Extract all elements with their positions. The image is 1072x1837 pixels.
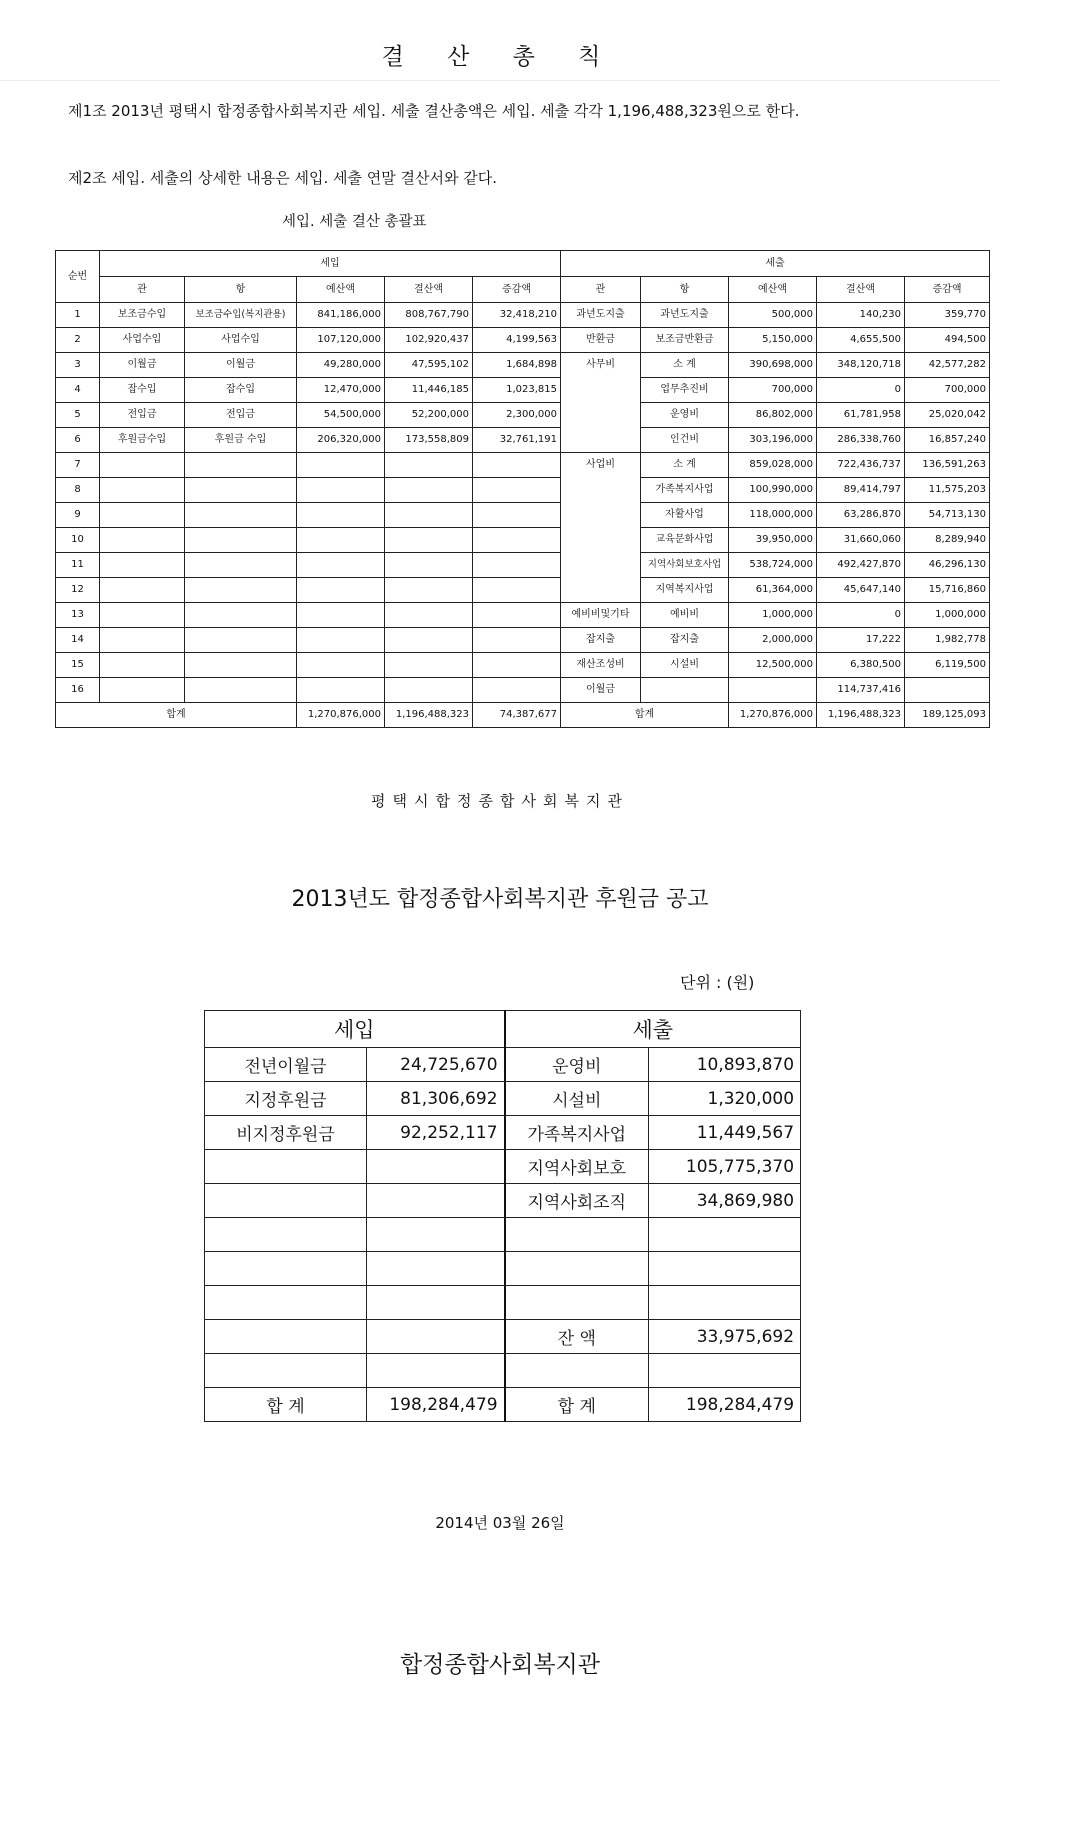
title-divider bbox=[0, 80, 1000, 81]
income-settled bbox=[385, 503, 473, 528]
summary-row bbox=[56, 653, 990, 678]
summary-seq: 4 bbox=[56, 378, 100, 403]
expense-settled: 61,781,958 bbox=[817, 403, 905, 428]
total-income-budget: 1,270,876,000 bbox=[297, 703, 385, 728]
summary-row bbox=[56, 403, 990, 428]
income-settled bbox=[385, 528, 473, 553]
donation-table bbox=[204, 1010, 801, 1422]
donation-expense-label: 잔 액 bbox=[505, 1320, 649, 1354]
expense-budget bbox=[729, 678, 817, 703]
expense-diff: 46,296,130 bbox=[905, 553, 990, 578]
summary-total-row bbox=[56, 703, 990, 728]
income-hang bbox=[185, 653, 297, 678]
donation-income-value bbox=[367, 1150, 505, 1184]
income-diff: 32,418,210 bbox=[473, 303, 561, 328]
expense-hang: 가족복지사업 bbox=[641, 478, 729, 503]
article-2: 제2조 세입. 세출의 상세한 내용은 세입. 세출 연말 결산서와 같다. bbox=[68, 169, 498, 187]
income-hang: 사업수입 bbox=[185, 328, 297, 353]
income-diff bbox=[473, 653, 561, 678]
expense-budget: 500,000 bbox=[729, 303, 817, 328]
expense-diff: 15,716,860 bbox=[905, 578, 990, 603]
expense-budget: 5,150,000 bbox=[729, 328, 817, 353]
income-gwan bbox=[100, 678, 185, 703]
header-expense-hang: 항 bbox=[641, 277, 729, 303]
income-gwan: 이월금 bbox=[100, 353, 185, 378]
expense-gwan: 이월금 bbox=[561, 678, 641, 703]
donation-income-value bbox=[367, 1252, 505, 1286]
expense-hang bbox=[641, 678, 729, 703]
expense-budget: 390,698,000 bbox=[729, 353, 817, 378]
donation-total-row bbox=[205, 1388, 801, 1422]
income-settled: 808,767,790 bbox=[385, 303, 473, 328]
donation-expense-value: 1,320,000 bbox=[649, 1082, 801, 1116]
income-settled bbox=[385, 553, 473, 578]
donation-expense-value: 10,893,870 bbox=[649, 1048, 801, 1082]
income-settled: 11,446,185 bbox=[385, 378, 473, 403]
expense-budget: 39,950,000 bbox=[729, 528, 817, 553]
summary-seq: 9 bbox=[56, 503, 100, 528]
expense-budget: 86,802,000 bbox=[729, 403, 817, 428]
summary-seq: 12 bbox=[56, 578, 100, 603]
income-gwan bbox=[100, 503, 185, 528]
donation-income-value bbox=[367, 1354, 505, 1388]
expense-budget: 12,500,000 bbox=[729, 653, 817, 678]
expense-settled: 45,647,140 bbox=[817, 578, 905, 603]
donation-income-label bbox=[205, 1252, 367, 1286]
expense-diff: 359,770 bbox=[905, 303, 990, 328]
donation-income-label bbox=[205, 1150, 367, 1184]
expense-hang: 잡지출 bbox=[641, 628, 729, 653]
expense-hang: 보조금반환금 bbox=[641, 328, 729, 353]
total-income-diff: 74,387,677 bbox=[473, 703, 561, 728]
income-hang bbox=[185, 578, 297, 603]
donation-header-expense: 세출 bbox=[505, 1011, 801, 1048]
donation-income-label: 비지정후원금 bbox=[205, 1116, 367, 1150]
summary-row bbox=[56, 428, 990, 453]
donation-income-value bbox=[367, 1286, 505, 1320]
donation-income-label bbox=[205, 1218, 367, 1252]
summary-seq: 16 bbox=[56, 678, 100, 703]
expense-settled: 492,427,870 bbox=[817, 553, 905, 578]
summary-seq: 14 bbox=[56, 628, 100, 653]
donation-row bbox=[205, 1252, 801, 1286]
donation-expense-value: 105,775,370 bbox=[649, 1150, 801, 1184]
expense-hang: 소 계 bbox=[641, 353, 729, 378]
donation-expense-label bbox=[505, 1218, 649, 1252]
donation-row bbox=[205, 1184, 801, 1218]
income-gwan bbox=[100, 453, 185, 478]
donation-expense-label: 가족복지사업 bbox=[505, 1116, 649, 1150]
expense-settled: 6,380,500 bbox=[817, 653, 905, 678]
donation-expense-value bbox=[649, 1354, 801, 1388]
income-hang bbox=[185, 453, 297, 478]
total-income-settled: 1,196,488,323 bbox=[385, 703, 473, 728]
summary-row bbox=[56, 553, 990, 578]
expense-gwan: 반환금 bbox=[561, 328, 641, 353]
income-diff: 1,023,815 bbox=[473, 378, 561, 403]
summary-row bbox=[56, 603, 990, 628]
summary-seq: 6 bbox=[56, 428, 100, 453]
income-diff bbox=[473, 678, 561, 703]
income-gwan bbox=[100, 528, 185, 553]
income-diff: 4,199,563 bbox=[473, 328, 561, 353]
income-budget bbox=[297, 553, 385, 578]
donation-notice-title: 2013년도 합정종합사회복지관 후원금 공고 bbox=[291, 887, 709, 912]
donation-income-label bbox=[205, 1184, 367, 1218]
expense-budget: 61,364,000 bbox=[729, 578, 817, 603]
summary-row bbox=[56, 453, 990, 478]
income-budget bbox=[297, 628, 385, 653]
income-settled: 47,595,102 bbox=[385, 353, 473, 378]
expense-hang: 교육문화사업 bbox=[641, 528, 729, 553]
expense-gwan: 예비비및기타 bbox=[561, 603, 641, 628]
expense-diff: 54,713,130 bbox=[905, 503, 990, 528]
donation-expense-label: 운영비 bbox=[505, 1048, 649, 1082]
income-gwan: 사업수입 bbox=[100, 328, 185, 353]
header-expense: 세출 bbox=[561, 251, 990, 277]
expense-diff: 8,289,940 bbox=[905, 528, 990, 553]
income-gwan bbox=[100, 478, 185, 503]
summary-row bbox=[56, 678, 990, 703]
income-settled bbox=[385, 678, 473, 703]
income-hang bbox=[185, 553, 297, 578]
summary-row bbox=[56, 328, 990, 353]
donation-income-label bbox=[205, 1354, 367, 1388]
income-hang: 전입금 bbox=[185, 403, 297, 428]
income-gwan: 전입금 bbox=[100, 403, 185, 428]
expense-hang: 운영비 bbox=[641, 403, 729, 428]
donation-row bbox=[205, 1082, 801, 1116]
donation-income-label bbox=[205, 1286, 367, 1320]
expense-hang: 소 계 bbox=[641, 453, 729, 478]
income-budget: 206,320,000 bbox=[297, 428, 385, 453]
income-budget bbox=[297, 603, 385, 628]
expense-gwan: 과년도지출 bbox=[561, 303, 641, 328]
income-budget bbox=[297, 678, 385, 703]
expense-diff: 136,591,263 bbox=[905, 453, 990, 478]
expense-budget: 118,000,000 bbox=[729, 503, 817, 528]
expense-settled: 4,655,500 bbox=[817, 328, 905, 353]
expense-hang: 자활사업 bbox=[641, 503, 729, 528]
summary-seq: 8 bbox=[56, 478, 100, 503]
expense-budget: 2,000,000 bbox=[729, 628, 817, 653]
expense-settled: 17,222 bbox=[817, 628, 905, 653]
donation-expense-value: 34,869,980 bbox=[649, 1184, 801, 1218]
donation-expense-value bbox=[649, 1218, 801, 1252]
donation-row bbox=[205, 1320, 801, 1354]
header-income-budget: 예산액 bbox=[297, 277, 385, 303]
donation-income-value bbox=[367, 1184, 505, 1218]
summary-table-title: 세입. 세출 결산 총괄표 bbox=[282, 214, 427, 230]
income-hang bbox=[185, 678, 297, 703]
income-gwan: 보조금수입 bbox=[100, 303, 185, 328]
income-budget: 841,186,000 bbox=[297, 303, 385, 328]
summary-seq: 5 bbox=[56, 403, 100, 428]
summary-row bbox=[56, 528, 990, 553]
income-hang: 이월금 bbox=[185, 353, 297, 378]
income-diff: 2,300,000 bbox=[473, 403, 561, 428]
income-gwan bbox=[100, 628, 185, 653]
summary-seq: 13 bbox=[56, 603, 100, 628]
income-settled bbox=[385, 653, 473, 678]
income-settled: 102,920,437 bbox=[385, 328, 473, 353]
header-income-gwan: 관 bbox=[100, 277, 185, 303]
donation-expense-label: 합 계 bbox=[505, 1388, 649, 1422]
expense-budget: 100,990,000 bbox=[729, 478, 817, 503]
expense-diff: 11,575,203 bbox=[905, 478, 990, 503]
donation-row bbox=[205, 1218, 801, 1252]
income-diff bbox=[473, 478, 561, 503]
expense-settled: 722,436,737 bbox=[817, 453, 905, 478]
income-settled bbox=[385, 478, 473, 503]
donation-income-value bbox=[367, 1218, 505, 1252]
donation-income-value: 24,725,670 bbox=[367, 1048, 505, 1082]
income-budget bbox=[297, 578, 385, 603]
donation-expense-label: 지역사회조직 bbox=[505, 1184, 649, 1218]
income-hang: 잡수입 bbox=[185, 378, 297, 403]
income-gwan bbox=[100, 653, 185, 678]
income-budget bbox=[297, 503, 385, 528]
donation-income-value: 81,306,692 bbox=[367, 1082, 505, 1116]
income-budget: 49,280,000 bbox=[297, 353, 385, 378]
expense-hang: 예비비 bbox=[641, 603, 729, 628]
income-gwan: 잡수입 bbox=[100, 378, 185, 403]
header-seq: 순번 bbox=[56, 251, 100, 303]
header-expense-settled: 결산액 bbox=[817, 277, 905, 303]
header-income-hang: 항 bbox=[185, 277, 297, 303]
document-date: 2014년 03월 26일 bbox=[435, 1514, 565, 1532]
donation-income-value: 92,252,117 bbox=[367, 1116, 505, 1150]
expense-budget: 303,196,000 bbox=[729, 428, 817, 453]
donation-expense-label: 시설비 bbox=[505, 1082, 649, 1116]
total-expense-diff: 189,125,093 bbox=[905, 703, 990, 728]
expense-diff: 494,500 bbox=[905, 328, 990, 353]
income-gwan bbox=[100, 578, 185, 603]
expense-diff: 42,577,282 bbox=[905, 353, 990, 378]
income-diff bbox=[473, 603, 561, 628]
income-hang bbox=[185, 478, 297, 503]
donation-row bbox=[205, 1048, 801, 1082]
summary-row bbox=[56, 628, 990, 653]
income-hang bbox=[185, 603, 297, 628]
expense-settled: 89,414,797 bbox=[817, 478, 905, 503]
total-expense-budget: 1,270,876,000 bbox=[729, 703, 817, 728]
summary-row bbox=[56, 378, 990, 403]
donation-row bbox=[205, 1150, 801, 1184]
income-settled: 173,558,809 bbox=[385, 428, 473, 453]
donation-expense-value: 198,284,479 bbox=[649, 1388, 801, 1422]
expense-hang: 인건비 bbox=[641, 428, 729, 453]
income-diff: 1,684,898 bbox=[473, 353, 561, 378]
income-gwan: 후원금수입 bbox=[100, 428, 185, 453]
expense-settled: 348,120,718 bbox=[817, 353, 905, 378]
income-settled bbox=[385, 628, 473, 653]
income-budget bbox=[297, 528, 385, 553]
expense-budget: 1,000,000 bbox=[729, 603, 817, 628]
expense-gwan: 잡지출 bbox=[561, 628, 641, 653]
income-budget bbox=[297, 478, 385, 503]
header-expense-diff: 증감액 bbox=[905, 277, 990, 303]
income-gwan bbox=[100, 553, 185, 578]
donation-expense-value bbox=[649, 1252, 801, 1286]
donation-header-income: 세입 bbox=[205, 1011, 505, 1048]
expense-budget: 859,028,000 bbox=[729, 453, 817, 478]
donation-income-value bbox=[367, 1320, 505, 1354]
summary-row bbox=[56, 353, 990, 378]
expense-budget: 538,724,000 bbox=[729, 553, 817, 578]
header-income-settled: 결산액 bbox=[385, 277, 473, 303]
total-label: 합계 bbox=[56, 703, 297, 728]
income-settled bbox=[385, 453, 473, 478]
donation-expense-label bbox=[505, 1286, 649, 1320]
donation-row bbox=[205, 1116, 801, 1150]
income-hang bbox=[185, 628, 297, 653]
header-income-diff: 증감액 bbox=[473, 277, 561, 303]
expense-settled: 0 bbox=[817, 603, 905, 628]
header-income: 세입 bbox=[100, 251, 561, 277]
expense-gwan: 재산조성비 bbox=[561, 653, 641, 678]
donation-expense-label: 지역사회보호 bbox=[505, 1150, 649, 1184]
expense-hang: 지역복지사업 bbox=[641, 578, 729, 603]
income-budget: 54,500,000 bbox=[297, 403, 385, 428]
income-budget: 107,120,000 bbox=[297, 328, 385, 353]
summary-row bbox=[56, 303, 990, 328]
income-hang bbox=[185, 528, 297, 553]
summary-seq: 10 bbox=[56, 528, 100, 553]
organization-name-spaced: 평택시합정종합사회복지관 bbox=[371, 792, 629, 810]
income-diff bbox=[473, 628, 561, 653]
expense-hang: 업무추진비 bbox=[641, 378, 729, 403]
income-budget: 12,470,000 bbox=[297, 378, 385, 403]
expense-settled: 63,286,870 bbox=[817, 503, 905, 528]
donation-row bbox=[205, 1286, 801, 1320]
donation-expense-value bbox=[649, 1286, 801, 1320]
income-diff bbox=[473, 453, 561, 478]
unit-label: 단위 : (원) bbox=[680, 973, 755, 992]
expense-diff: 1,000,000 bbox=[905, 603, 990, 628]
income-budget bbox=[297, 653, 385, 678]
expense-settled: 31,660,060 bbox=[817, 528, 905, 553]
income-diff bbox=[473, 528, 561, 553]
income-hang: 보조금수입(복지관용) bbox=[185, 303, 297, 328]
income-settled bbox=[385, 578, 473, 603]
income-diff bbox=[473, 578, 561, 603]
summary-row bbox=[56, 578, 990, 603]
expense-settled: 114,737,416 bbox=[817, 678, 905, 703]
expense-budget: 700,000 bbox=[729, 378, 817, 403]
expense-hang: 과년도지출 bbox=[641, 303, 729, 328]
header-expense-budget: 예산액 bbox=[729, 277, 817, 303]
expense-hang: 지역사회보호사업 bbox=[641, 553, 729, 578]
donation-row bbox=[205, 1354, 801, 1388]
expense-diff: 1,982,778 bbox=[905, 628, 990, 653]
income-budget bbox=[297, 453, 385, 478]
expense-diff: 25,020,042 bbox=[905, 403, 990, 428]
expense-gwan: 사무비 bbox=[561, 353, 641, 453]
income-hang bbox=[185, 503, 297, 528]
total-expense-label: 합계 bbox=[561, 703, 729, 728]
settlement-summary-table bbox=[55, 250, 990, 728]
summary-row bbox=[56, 503, 990, 528]
document-title: 결 산 총 칙 bbox=[381, 44, 619, 70]
expense-settled: 286,338,760 bbox=[817, 428, 905, 453]
expense-gwan: 사업비 bbox=[561, 453, 641, 603]
article-1: 제1조 2013년 평택시 합정종합사회복지관 세입. 세출 결산총액은 세입. 세출 각각 1,196,488,323원으로 한다. bbox=[68, 102, 800, 120]
donation-income-label: 합 계 bbox=[205, 1388, 367, 1422]
total-expense-settled: 1,196,488,323 bbox=[817, 703, 905, 728]
summary-seq: 7 bbox=[56, 453, 100, 478]
summary-seq: 2 bbox=[56, 328, 100, 353]
expense-settled: 0 bbox=[817, 378, 905, 403]
income-diff bbox=[473, 553, 561, 578]
summary-row bbox=[56, 478, 990, 503]
income-settled: 52,200,000 bbox=[385, 403, 473, 428]
summary-seq: 1 bbox=[56, 303, 100, 328]
expense-diff: 6,119,500 bbox=[905, 653, 990, 678]
expense-diff bbox=[905, 678, 990, 703]
donation-income-label bbox=[205, 1320, 367, 1354]
header-expense-gwan: 관 bbox=[561, 277, 641, 303]
expense-settled: 140,230 bbox=[817, 303, 905, 328]
summary-seq: 15 bbox=[56, 653, 100, 678]
donation-income-label: 전년이월금 bbox=[205, 1048, 367, 1082]
expense-diff: 700,000 bbox=[905, 378, 990, 403]
expense-hang: 시설비 bbox=[641, 653, 729, 678]
income-settled bbox=[385, 603, 473, 628]
income-diff: 32,761,191 bbox=[473, 428, 561, 453]
donation-income-value: 198,284,479 bbox=[367, 1388, 505, 1422]
expense-diff: 16,857,240 bbox=[905, 428, 990, 453]
income-hang: 후원금 수입 bbox=[185, 428, 297, 453]
organization-name: 합정종합사회복지관 bbox=[400, 1652, 600, 1678]
summary-seq: 3 bbox=[56, 353, 100, 378]
income-gwan bbox=[100, 603, 185, 628]
donation-expense-value: 33,975,692 bbox=[649, 1320, 801, 1354]
donation-income-label: 지정후원금 bbox=[205, 1082, 367, 1116]
donation-expense-value: 11,449,567 bbox=[649, 1116, 801, 1150]
income-diff bbox=[473, 503, 561, 528]
summary-seq: 11 bbox=[56, 553, 100, 578]
donation-expense-label bbox=[505, 1252, 649, 1286]
donation-expense-label bbox=[505, 1354, 649, 1388]
